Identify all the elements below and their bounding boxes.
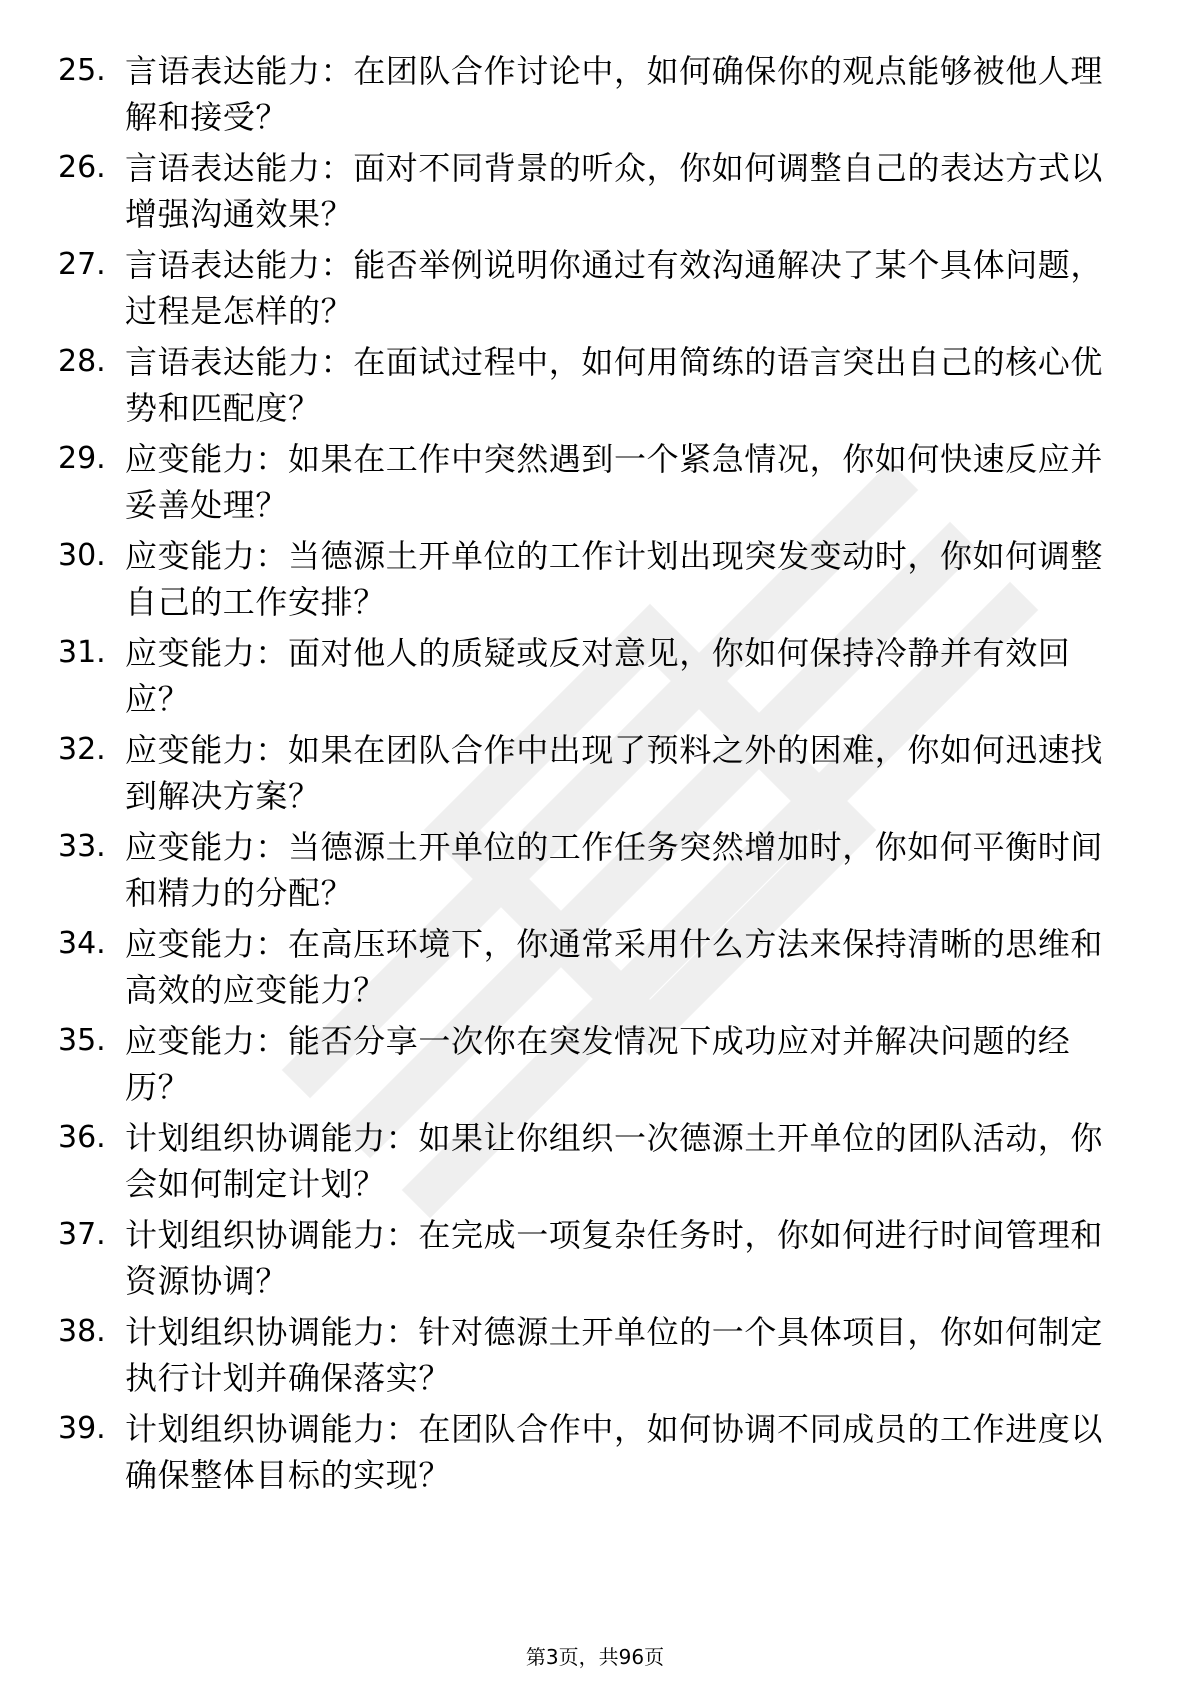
- question-number: 26.: [58, 150, 106, 185]
- question-text: 应变能力：能否分享一次你在突发情况下成功应对并解决问题的经历？: [125, 1022, 1071, 1106]
- question-text: 言语表达能力：面对不同背景的听众，你如何调整自己的表达方式以增强沟通效果？: [125, 149, 1104, 233]
- list-item: [0, 1406, 1190, 1503]
- list-item: [0, 824, 1190, 921]
- page-footer: [0, 1644, 1190, 1670]
- question-number: 34.: [58, 926, 106, 961]
- question-text: 应变能力：当德源土开单位的工作计划出现突发变动时，你如何调整自己的工作安排？: [125, 537, 1104, 621]
- list-item: [0, 339, 1190, 436]
- question-number: 30.: [58, 538, 106, 573]
- list-item: [0, 1115, 1190, 1212]
- list-item: [0, 436, 1190, 533]
- question-text: 应变能力：如果在工作中突然遇到一个紧急情况，你如何快速反应并妥善处理？: [125, 440, 1104, 524]
- list-item: [0, 145, 1190, 242]
- question-text: 言语表达能力：在面试过程中，如何用简练的语言突出自己的核心优势和匹配度？: [125, 343, 1104, 427]
- question-number: 36.: [58, 1120, 106, 1155]
- question-text: 应变能力：当德源土开单位的工作任务突然增加时，你如何平衡时间和精力的分配？: [125, 828, 1104, 912]
- question-number: 39.: [58, 1411, 106, 1446]
- question-text: 应变能力：面对他人的质疑或反对意见，你如何保持冷静并有效回应？: [125, 634, 1071, 718]
- question-number: 29.: [58, 441, 106, 476]
- question-number: 27.: [58, 247, 106, 282]
- question-number: 35.: [58, 1023, 106, 1058]
- question-number: 37.: [58, 1217, 106, 1252]
- question-list: [0, 48, 1190, 1503]
- question-text: 计划组织协调能力：在完成一项复杂任务时，你如何进行时间管理和资源协调？: [125, 1216, 1104, 1300]
- question-text: 应变能力：如果在团队合作中出现了预料之外的困难，你如何迅速找到解决方案？: [125, 731, 1104, 815]
- list-item: [0, 48, 1190, 145]
- question-number: 28.: [58, 344, 106, 379]
- question-number: 38.: [58, 1314, 106, 1349]
- question-text: 应变能力：在高压环境下，你通常采用什么方法来保持清晰的思维和高效的应变能力？: [125, 925, 1104, 1009]
- question-text: 计划组织协调能力：如果让你组织一次德源土开单位的团队活动，你会如何制定计划？: [125, 1119, 1104, 1203]
- list-item: [0, 727, 1190, 824]
- page-number-label: 第3页，共96页: [525, 1645, 665, 1669]
- list-item: [0, 1212, 1190, 1309]
- list-item: [0, 1309, 1190, 1406]
- list-item: [0, 1018, 1190, 1115]
- question-text: 计划组织协调能力：在团队合作中，如何协调不同成员的工作进度以确保整体目标的实现？: [125, 1410, 1104, 1494]
- list-item: [0, 921, 1190, 1018]
- question-text: 计划组织协调能力：针对德源土开单位的一个具体项目，你如何制定执行计划并确保落实？: [125, 1313, 1104, 1397]
- question-number: 33.: [58, 829, 106, 864]
- list-item: [0, 630, 1190, 727]
- question-text: 言语表达能力：在团队合作讨论中，如何确保你的观点能够被他人理解和接受？: [125, 52, 1104, 136]
- question-text: 言语表达能力：能否举例说明你通过有效沟通解决了某个具体问题，过程是怎样的？: [125, 246, 1104, 330]
- list-item: [0, 533, 1190, 630]
- question-number: 32.: [58, 732, 106, 767]
- question-number: 31.: [58, 635, 106, 670]
- list-item: [0, 242, 1190, 339]
- question-number: 25.: [58, 53, 106, 88]
